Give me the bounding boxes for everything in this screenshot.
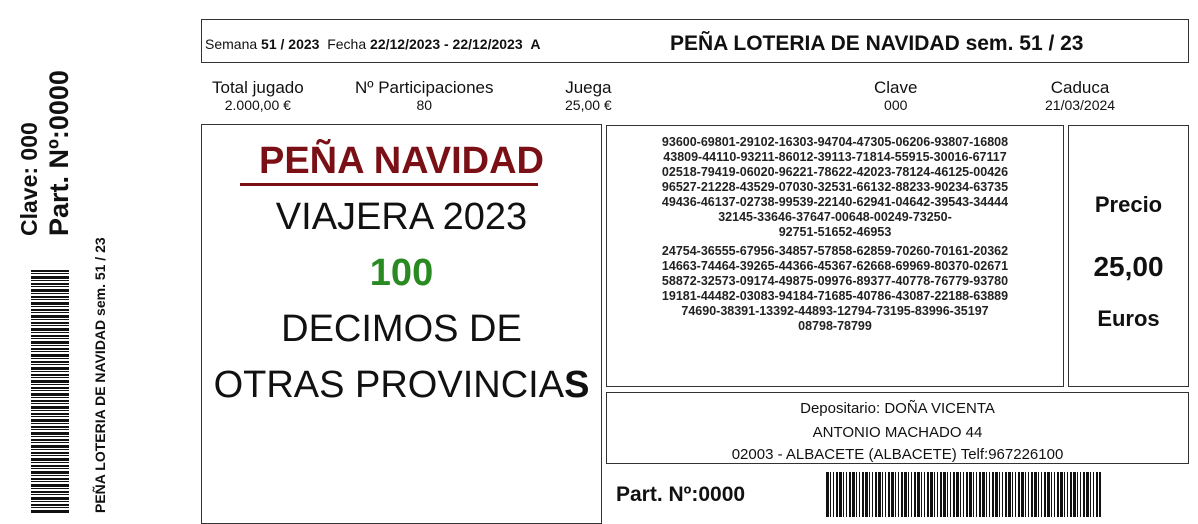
number-line: 43809-44110-93211-86012-39113-71814-55915-30016-67117 [663,150,1007,164]
price-currency: Euros [1097,306,1160,331]
number-line: 96527-21228-43529-07030-32531-66132-88233-90234-63735 [661,180,1009,194]
number-line: 02518-79419-06020-96221-78622-42023-78124-46125-00426 [661,165,1009,179]
promo-title-underline [240,183,538,186]
promo-line-provincias [202,363,601,407]
depositario-city-phone: 02003 - ALBACETE (ALBACETE) Telf:967226100 [731,446,1064,463]
summary-caduca [1045,79,1115,113]
fecha-label: Fecha [327,36,367,52]
semana-value: 51 / 2023 [261,36,320,52]
semana-label: Semana [205,36,258,52]
participation-number: Part. Nº:0000 [616,483,746,506]
depositario-name: Depositario: DOÑA VICENTA [800,400,995,417]
promo-line-viajera: VIAJERA 2023 [275,196,528,238]
promo-line-decimos: DECIMOS DE [281,308,522,350]
promo-decimos-count: 100 [369,252,434,294]
participaciones-value: 80 [416,97,433,113]
promo-title: PEÑA NAVIDAD [258,140,545,182]
number-line: 19181-44482-03083-94184-71685-40786-43087-22188-63889 [661,289,1009,303]
stub-barcode [31,270,69,513]
promo-provincias-text: OTRAS PROVINCIA [213,364,565,406]
promo-provincias-last: S [564,364,590,406]
stub-participation-number: Part. Nº:0000 [44,70,74,236]
price-label: Precio [1094,192,1163,217]
caduca-label: Caduca [1050,78,1110,97]
caduca-value: 21/03/2024 [1045,97,1116,113]
ticket-barcode [826,472,1101,517]
number-line: 74690-38391-13392-44893-12794-73195-83996-35197 [681,304,989,318]
summary-clave [874,79,917,113]
price-box [1068,125,1189,387]
stub-lottery-name: PEÑA LOTERIA DE NAVIDAD sem. 51 / 23 [92,237,108,513]
number-line: 93600-69801-29102-16303-94704-47305-06206-93807-16808 [661,135,1009,149]
price-value: 25,00 [1093,251,1164,282]
number-line: 08798-78799 [798,319,872,333]
juega-value: 25,00 € [565,97,612,113]
depositario-address: ANTONIO MACHADO 44 [812,424,983,441]
fecha-value: 22/12/2023 - 22/12/2023 [370,36,523,52]
clave-value: 000 [884,97,908,113]
number-line: 92751-51652-46953 [778,225,892,239]
number-line: 14663-74464-39265-44366-45367-62668-69969-80370-02671 [661,259,1009,273]
participaciones-label: Nº Participaciones [355,78,494,97]
number-line: 24754-36555-67956-34857-57858-62859-70260-70161-20362 [661,244,1009,258]
number-line: 49436-46137-02738-99539-22140-62941-04642-39543-34444 [661,195,1009,209]
numbers-box [606,125,1064,387]
number-line: 32145-33646-37647-00648-00249-73250- [718,210,952,224]
total-label: Total jugado [212,78,304,97]
ticket-header [201,19,1189,63]
juega-label: Juega [565,78,612,97]
depositario-box [606,392,1189,464]
promo-panel [201,124,602,524]
total-value: 2.000,00 € [224,97,291,113]
header-info [205,36,541,52]
number-line: 58872-32573-09174-49875-09976-89377-40778-76779-93780 [661,274,1009,288]
fecha-suffix: A [530,36,541,52]
stub-clave-label: Clave: 000 [16,122,42,236]
clave-label: Clave [874,78,918,97]
summary-participaciones [355,79,494,113]
ticket-title: PEÑA LOTERIA DE NAVIDAD sem. 51 / 23 [670,32,1084,55]
summary-total [212,79,304,113]
summary-juega [565,79,612,113]
